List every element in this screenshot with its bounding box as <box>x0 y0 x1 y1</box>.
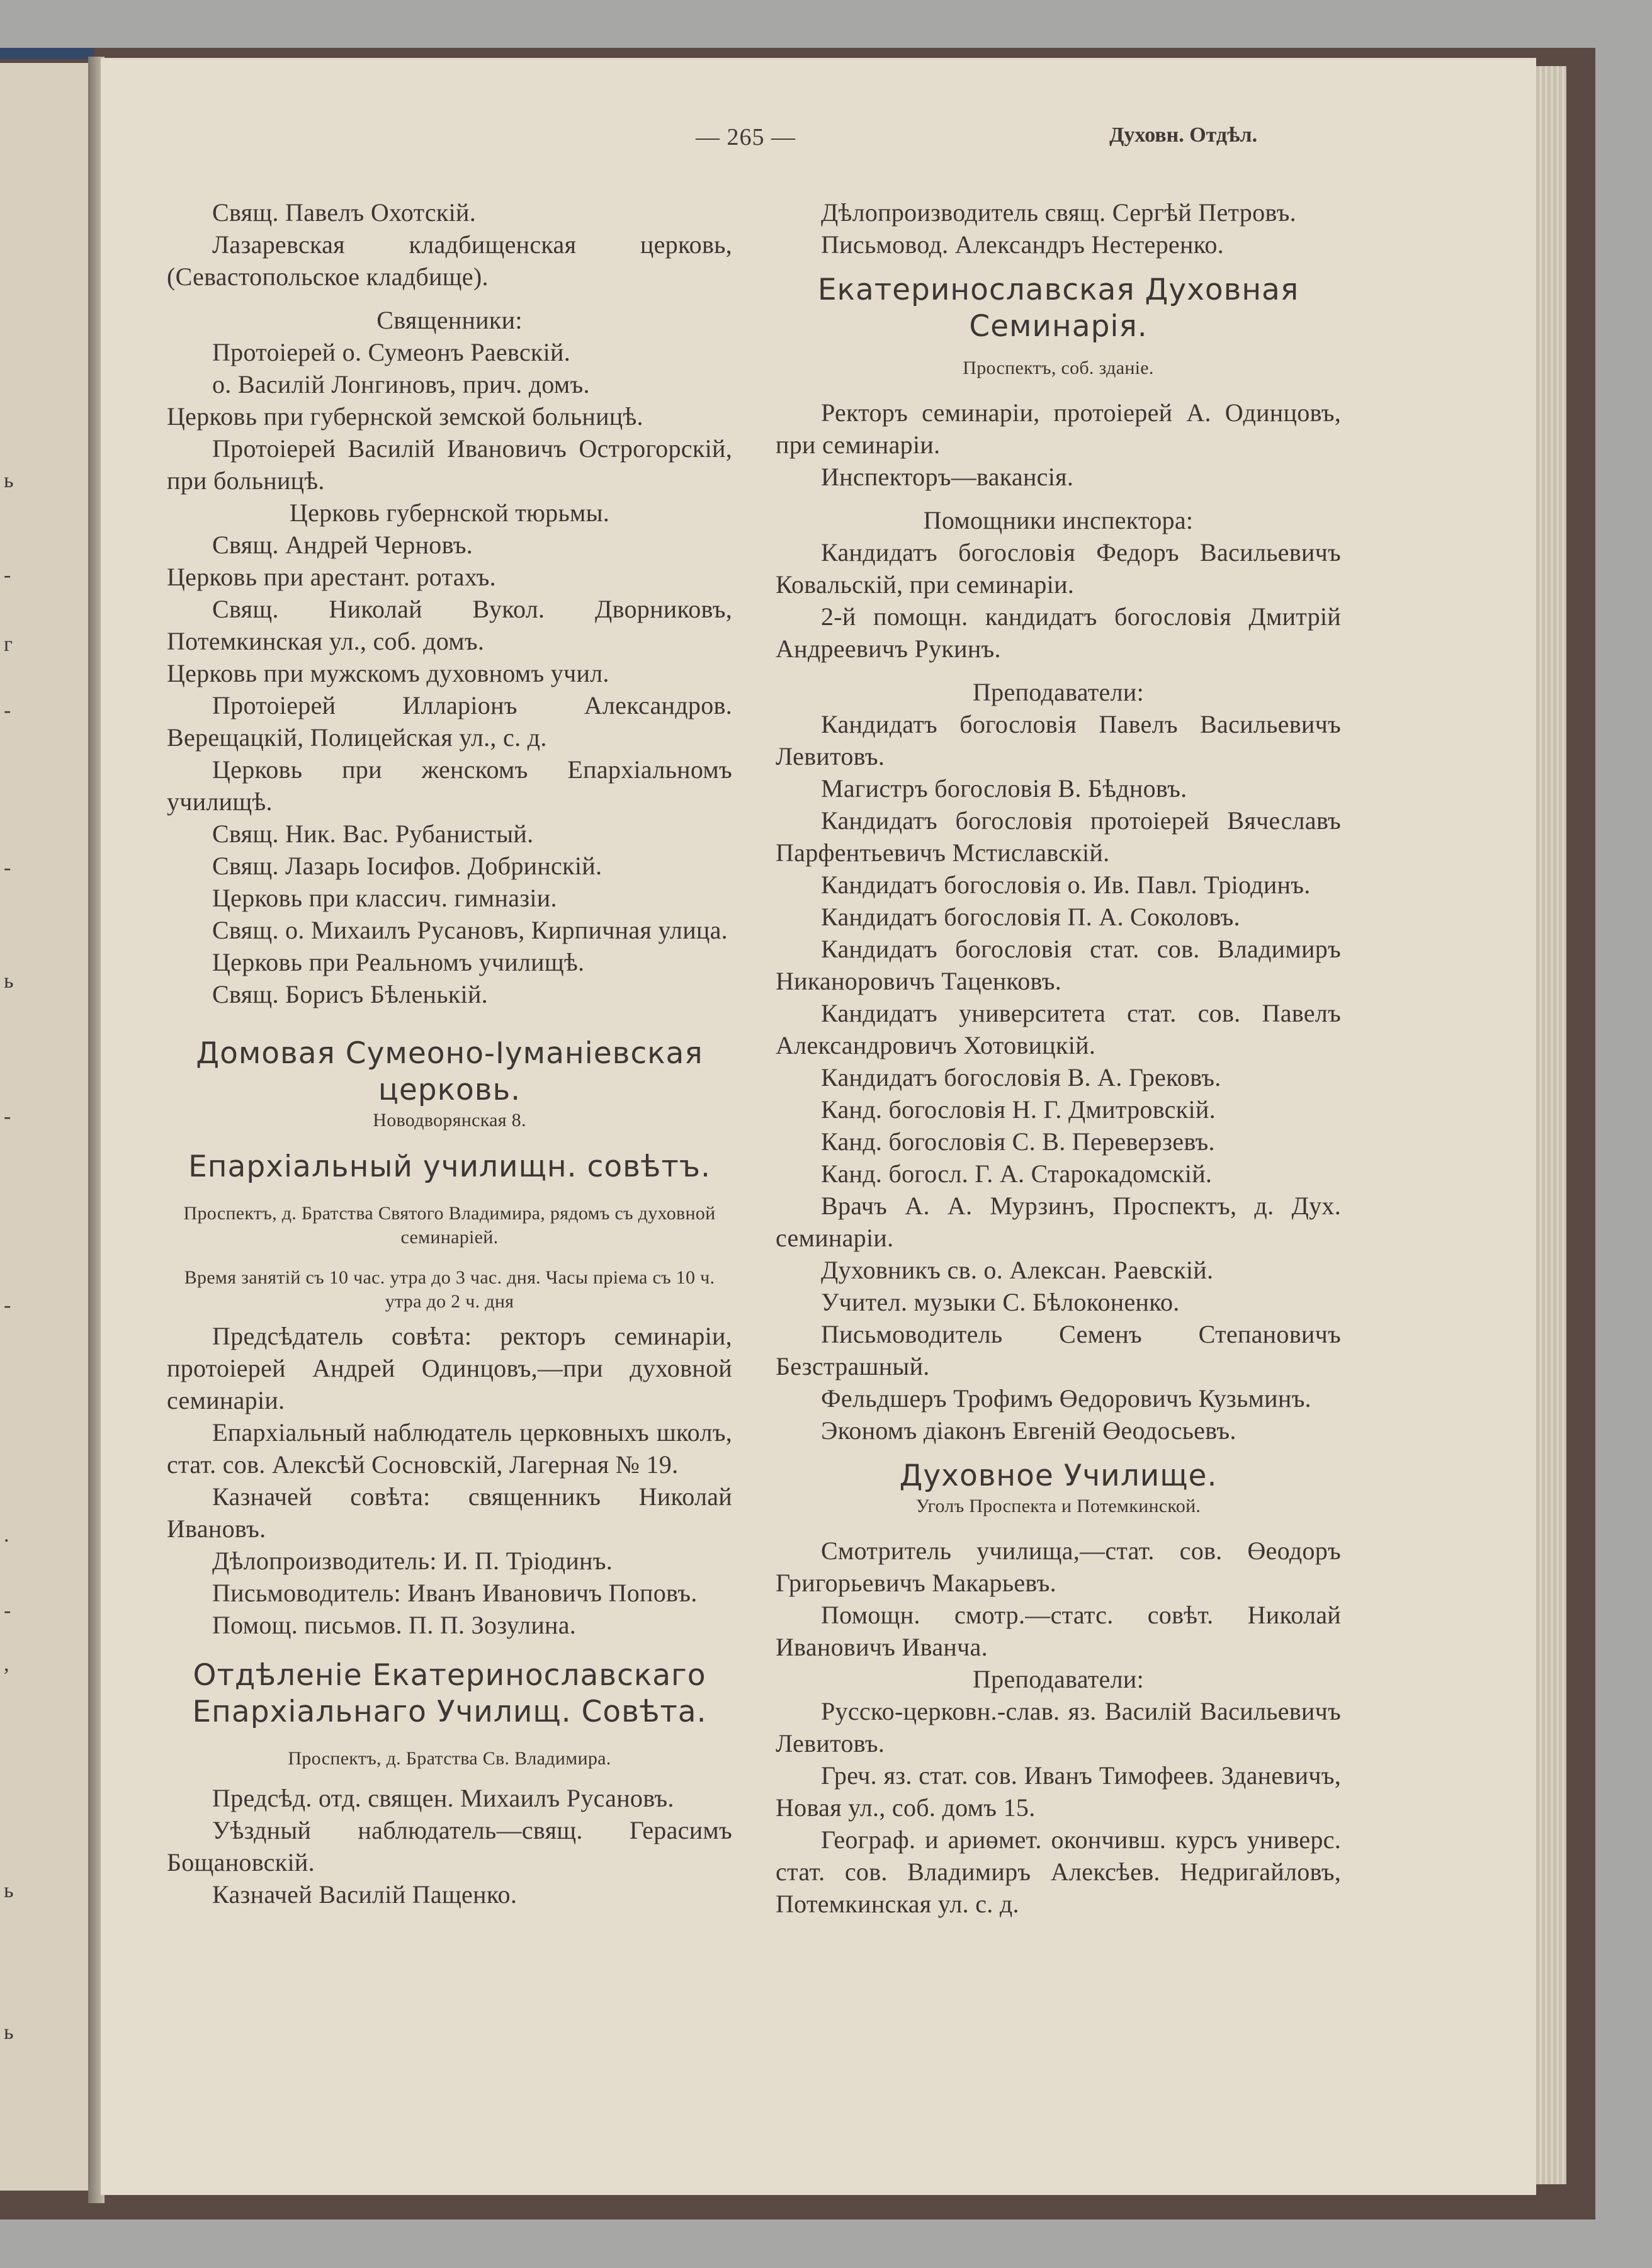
entry: Письмоводитель: Иванъ Ивановичъ Поповъ. <box>212 1579 698 1607</box>
entry: Протоіерей о. Сумеонъ Раевскій. <box>212 338 571 366</box>
entry: Кандидатъ богословія стат. сов. Владимиръ Никаноровичъ Таценковъ. <box>776 935 1341 995</box>
entry: Протоіерей Василій Ивановичъ Острогорскій, при больницѣ. <box>167 434 732 495</box>
right-column <box>776 196 1341 1920</box>
entry: Казначей Василій Пащенко. <box>212 1880 518 1909</box>
margin-char: . <box>4 1523 9 1547</box>
entry: Свящ. Павелъ Охотскій. <box>212 198 477 227</box>
entry: Учител. музыки С. Бѣлоконенко. <box>821 1288 1180 1316</box>
entry: Экономъ діаконъ Евгеній Өеодосьевъ. <box>821 1416 1236 1445</box>
entry: 2-й помощн. кандидатъ богословія Дмитрій Андреевичъ Рукинъ. <box>776 602 1341 663</box>
entry: Предсѣд. отд. священ. Михаилъ Русановъ. <box>212 1784 674 1812</box>
running-header: Духовн. Отдѣл. <box>1109 123 1258 147</box>
section-heading: Домовая Сумеоно-Іуманіевская церковь. <box>196 1036 703 1107</box>
entry: Духовникъ св. о. Алексан. Раевскій. <box>821 1256 1214 1284</box>
subheading: Помощники инспектора: <box>923 506 1194 534</box>
church-heading: Церковь при Реальномъ училищѣ. <box>212 948 585 976</box>
margin-char: - <box>4 563 11 587</box>
margin-char: - <box>4 699 11 722</box>
entry: о. Василій Лонгиновъ, прич. домъ. <box>212 370 590 398</box>
subheading: Священники: <box>376 306 523 334</box>
margin-char: ь <box>4 1879 14 1902</box>
margin-char: ь <box>4 2021 14 2044</box>
page-fore-edge <box>1536 66 1566 2184</box>
entry: Казначей совѣта: священникъ Николай Ивановъ. <box>167 1482 732 1543</box>
margin-char: , <box>4 1652 9 1676</box>
entry: Кандидатъ богословія о. Ив. Павл. Тріодинъ. <box>821 871 1311 899</box>
church-heading: Церковь при арестант. ротахъ. <box>167 563 496 591</box>
address: Новодворянская 8. <box>373 1110 526 1131</box>
page-number: — 265 — <box>696 124 796 150</box>
entry: Предсѣдатель совѣта: ректоръ семинаріи, протоіерей Андрей Одинцовъ,—при духовной семинаріи. <box>167 1322 732 1414</box>
entry: Свящ. Андрей Черновъ. <box>212 531 473 559</box>
section-heading: Епархіальный училищн. совѣтъ. <box>188 1149 711 1184</box>
entry: Ректоръ семинаріи, протоіерей А. Одинцовъ, при семинаріи. <box>776 398 1341 459</box>
office-hours: Время занятій съ 10 час. утра до 3 час. дня. Часы пріема съ 10 ч. утра до 2 ч. дня <box>184 1267 715 1312</box>
entry: Смотритель училища,—стат. сов. Өеодоръ Григорьевичъ Макарьевъ. <box>776 1537 1341 1597</box>
entry: Кандидатъ богословія Павелъ Васильевичъ Левитовъ. <box>776 710 1341 770</box>
entry: Магистръ богословія В. Бѣдновъ. <box>821 774 1187 803</box>
margin-char: ь <box>4 469 14 492</box>
section-heading: Духовное Училище. <box>899 1458 1218 1493</box>
section-heading: Екатеринославская Духовная Семинарія. <box>817 273 1299 344</box>
margin-char: г <box>4 633 13 656</box>
church-heading: Церковь при классич. гимназіи. <box>212 884 557 912</box>
entry: Свящ. Ник. Вас. Рубанистый. <box>212 820 534 848</box>
address: Проспектъ, д. Братства Св. Владимира. <box>288 1748 611 1769</box>
entry: Свящ. о. Михаилъ Русановъ, Кирпичная улица. <box>212 916 728 944</box>
entry: Свящ. Борисъ Бѣленькій. <box>212 980 488 1008</box>
entry: Свящ. Николай Вукол. Дворниковъ, Потемкинская ул., соб. домъ. <box>167 595 732 655</box>
entry: Дѣлопроизводитель: И. П. Тріодинъ. <box>212 1547 613 1575</box>
entry: Письмовод. Александръ Нестеренко. <box>821 230 1224 259</box>
entry: Кандидатъ богословія Федоръ Васильевичъ Ковальскій, при семинаріи. <box>776 538 1341 599</box>
margin-char: - <box>4 1599 11 1622</box>
entry: Кандидатъ богословія В. А. Грековъ. <box>821 1063 1221 1092</box>
subheading: Преподаватели: <box>973 678 1144 706</box>
entry: Русско-церковн.-слав. яз. Василій Васильевичъ Левитовъ. <box>776 1697 1341 1757</box>
entry: Помощ. письмов. П. П. Зозулина. <box>212 1611 577 1639</box>
entry: Греч. яз. стат. сов. Иванъ Тимофеев. Зданевичъ, Новая ул., соб. домъ 15. <box>776 1761 1341 1822</box>
subheading: Преподаватели: <box>973 1665 1144 1693</box>
entry: Фельдшеръ Трофимъ Өедоровичъ Кузьминъ. <box>821 1384 1311 1413</box>
margin-char: - <box>4 1105 11 1128</box>
margin-char: - <box>4 1294 11 1317</box>
church-heading: Церковь губернской тюрьмы. <box>289 499 610 527</box>
entry: Протоіерей Илларіонъ Александров. Верещацкій, Полицейская ул., с. д. <box>167 691 732 752</box>
entry: Врачъ А. А. Мурзинъ, Проспектъ, д. Дух. семинаріи. <box>776 1192 1341 1252</box>
address: Проспектъ, д. Братства Святого Владимира, рядомъ съ духовной семинаріей. <box>183 1203 716 1248</box>
entry: Канд. богословія С. В. Переверзевъ. <box>821 1127 1215 1156</box>
church-heading: Лазаревская кладбищенская церковь, (Севастопольское кладбище). <box>167 230 732 291</box>
margin-char: ь <box>4 969 14 993</box>
church-heading: Церковь при губернской земской больницѣ. <box>167 402 643 431</box>
entry: Кандидатъ богословія протоіерей Вячеславъ Парфентьевичъ Мстиславскій. <box>776 806 1341 867</box>
address: Проспектъ, соб. зданіе. <box>963 358 1154 378</box>
section-heading: Отдѣленіе Екатеринославскаго Епархіальнаго Училищ. Совѣта. <box>192 1658 707 1729</box>
church-heading: Церковь при мужскомъ духовномъ учил. <box>167 659 609 687</box>
entry: Кандидатъ университета стат. сов. Павелъ Александровичъ Хотовицкій. <box>776 999 1341 1059</box>
entry: Помощн. смотр.—статс. совѣт. Николай Ивановичъ Иванча. <box>776 1601 1341 1661</box>
entry: Епархіальный наблюдатель церковныхъ школъ, стат. сов. Алексѣй Сосновскій, Лагерная № 19. <box>167 1418 732 1479</box>
entry: Канд. богословія Н. Г. Дмитровскій. <box>821 1095 1216 1124</box>
entry: Инспекторъ—вакансія. <box>821 463 1074 491</box>
entry: Свящ. Лазарь Іосифов. Добринскій. <box>212 852 603 880</box>
entry: Канд. богосл. Г. А. Старокадомскій. <box>821 1159 1213 1188</box>
entry: Кандидатъ богословія П. А. Соколовъ. <box>821 903 1240 931</box>
margin-char: - <box>4 856 11 879</box>
entry: Дѣлопроизводитель свящ. Сергѣй Петровъ. <box>821 198 1296 227</box>
entry: Географ. и ариөмет. окончивш. курсъ универс. стат. сов. Владимиръ Алексѣев. Недригайловъ, Потемкинская ул. с. д. <box>776 1825 1341 1918</box>
entry: Уѣздный наблюдатель—свящ. Герасимъ Бощановскій. <box>167 1816 732 1876</box>
left-column <box>167 196 732 1910</box>
facing-page-fragments <box>0 0 25 2268</box>
church-heading: Церковь при женскомъ Епархіальномъ училищѣ. <box>167 755 732 816</box>
entry: Письмоводитель Семенъ Степановичъ Безстрашный. <box>776 1320 1341 1380</box>
address: Уголъ Проспекта и Потемкинской. <box>915 1496 1201 1516</box>
